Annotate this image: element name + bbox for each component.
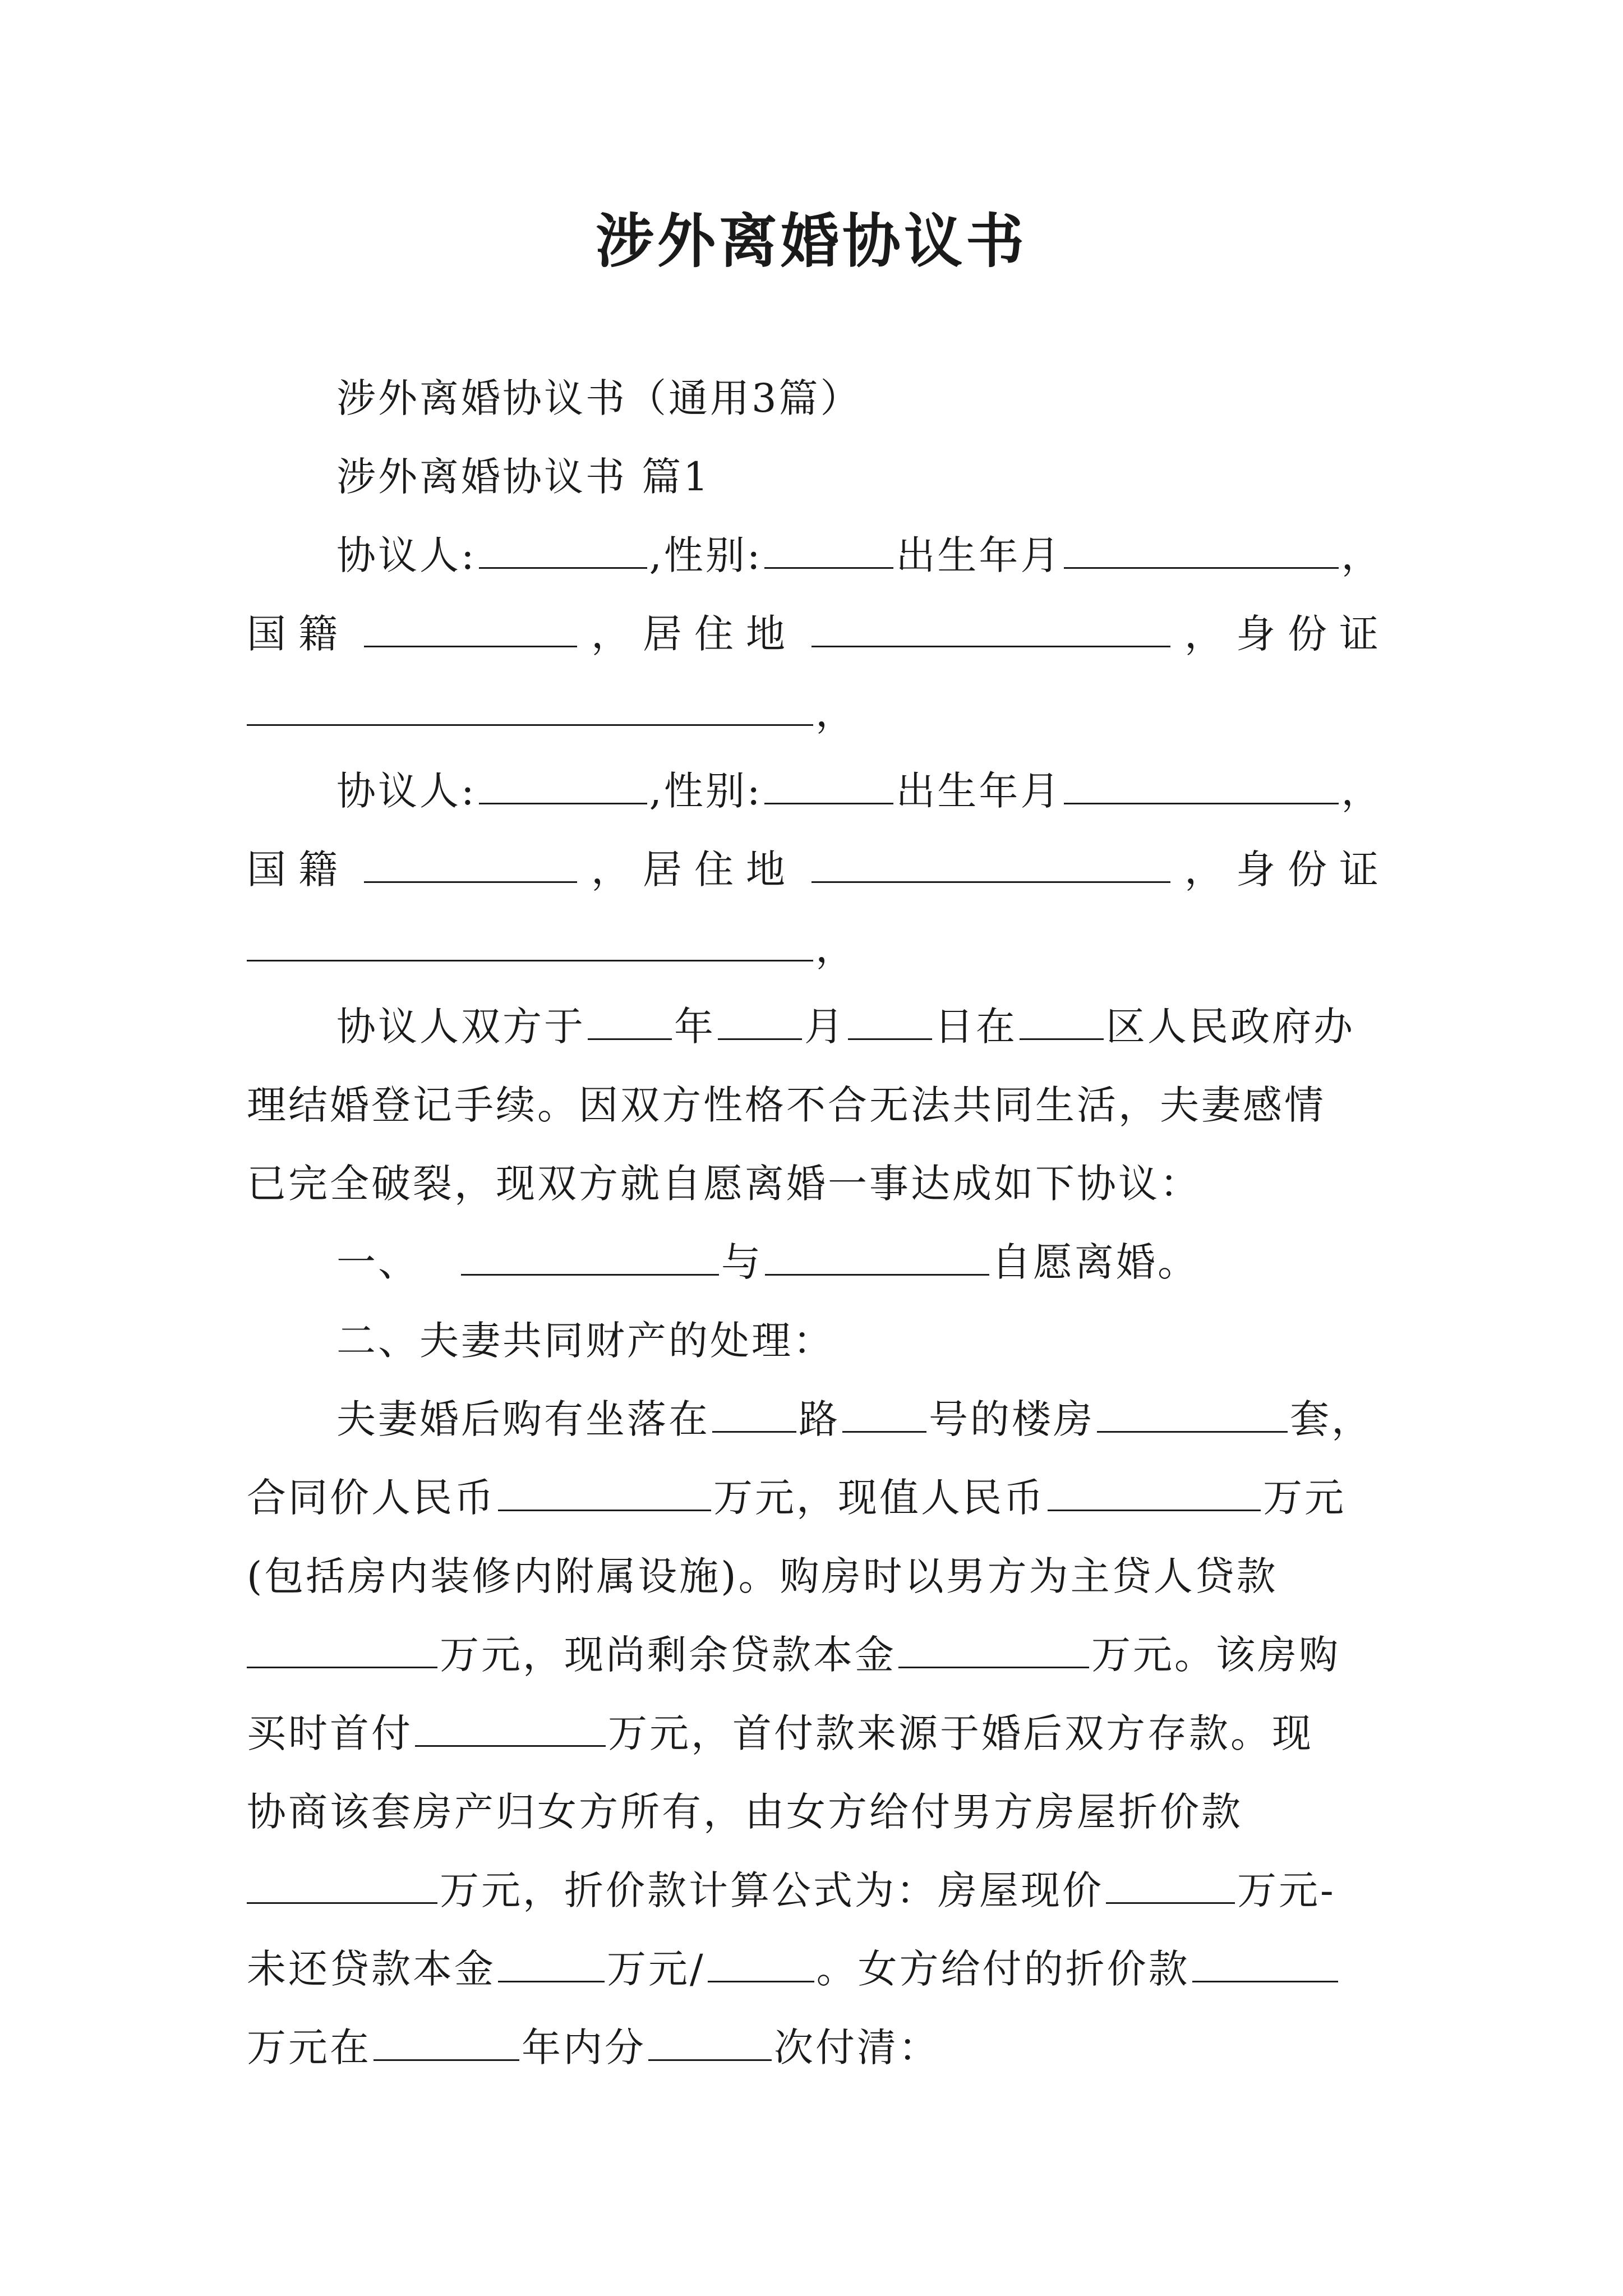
party2-name-blank: [479, 767, 647, 804]
marriage-day-blank: [848, 1003, 932, 1040]
property-l2-b: 万元，现值人民币: [713, 1475, 1045, 1521]
party1-residence-label: ，居住地: [591, 611, 797, 657]
property-l4-a: 万元，现尚剩余贷款本金: [440, 1632, 896, 1678]
intro-text-a: 协议人双方于: [336, 1004, 585, 1050]
property-l2-a: 合同价人民币: [247, 1475, 496, 1521]
property-line7: [247, 1862, 1391, 1918]
current-value-blank: [1048, 1474, 1261, 1511]
party2-line2: [247, 841, 1391, 898]
party2-gender-blank: [764, 767, 893, 804]
party2-id-label: ，身份证: [1184, 846, 1391, 892]
intro-line2: 理结婚登记手续。因双方性格不合无法共同生活，夫妻感情: [247, 1082, 1326, 1128]
property-line6: 协商该套房产归女方所有，由女方给付男方房屋折价款: [247, 1789, 1243, 1835]
property-l9-c: 次付清：: [774, 2024, 940, 2070]
property-text-d: 套，: [1290, 1396, 1373, 1442]
current-price-blank: [1106, 1867, 1235, 1904]
female-payment-blank: [1192, 1945, 1338, 1982]
unit-count-blank: [1097, 1396, 1288, 1433]
property-text-b: 路: [799, 1396, 840, 1442]
property-text-c: 号的楼房: [929, 1396, 1095, 1442]
intro-line1: [336, 999, 1391, 1055]
intro-line3: 已完全破裂，现双方就自愿离婚一事达成如下协议：: [247, 1161, 1201, 1207]
clause1-party2-blank: [765, 1239, 989, 1276]
party1-id-label: ，身份证: [1184, 611, 1391, 657]
party1-name-blank: [479, 532, 647, 569]
party2-residence-label: ，居住地: [591, 846, 797, 892]
clause1-number: 一、: [336, 1239, 419, 1285]
party2-line3-end: ，: [815, 925, 857, 971]
installments-blank: [648, 2024, 772, 2061]
party1-id-blank: [247, 689, 813, 726]
property-l5-b: 万元，首付款来源于婚后双方存款。现: [608, 1710, 1313, 1756]
years-blank: [374, 2024, 519, 2061]
party1-nationality-label: 国籍: [247, 611, 350, 657]
clause1-party1-blank: [461, 1239, 719, 1276]
contract-price-blank: [498, 1474, 711, 1511]
marriage-month-blank: [718, 1003, 802, 1040]
party1-residence-blank: [811, 610, 1170, 647]
party2-birth-blank: [1064, 767, 1339, 804]
property-l8-a: 未还贷款本金: [247, 1946, 496, 1992]
property-line9: [247, 2019, 1391, 2076]
party2-line3: [247, 920, 1391, 976]
property-line8: [247, 1941, 1391, 1997]
road-blank: [712, 1396, 796, 1433]
property-line2: [247, 1470, 1391, 1526]
party1-line1-end: ，: [1341, 532, 1383, 578]
loan-amount-blank: [247, 1631, 437, 1668]
property-line5: [247, 1705, 1391, 1761]
party2-line1-end: ，: [1341, 768, 1383, 814]
intro-text-d: 日在: [934, 1004, 1017, 1050]
compensation-blank: [247, 1867, 437, 1904]
clause2-heading: 二、夫妻共同财产的处理：: [336, 1318, 834, 1364]
property-line4: [247, 1627, 1391, 1683]
clause1-text: 自愿离婚。: [992, 1239, 1199, 1285]
party2-residence-blank: [811, 846, 1170, 883]
party2-line1: [336, 763, 1391, 819]
remaining-principal-blank: [898, 1631, 1089, 1668]
party1-nationality-blank: [364, 610, 577, 647]
property-l5-a: 买时首付: [247, 1710, 413, 1756]
marriage-district-blank: [1020, 1003, 1104, 1040]
intro-text-b: 年: [674, 1004, 716, 1050]
down-payment-blank: [415, 1710, 606, 1747]
document-subtitle: 涉外离婚协议书（通用3篇）: [336, 375, 862, 421]
party1-line2: [247, 606, 1391, 662]
party1-gender-blank: [764, 532, 893, 569]
party1-gender-label: ,性别:: [649, 532, 763, 578]
property-l7-a: 万元，折价款计算公式为：房屋现价: [440, 1867, 1104, 1913]
property-line1: [336, 1391, 1391, 1447]
party1-label: 协议人:: [336, 532, 477, 578]
party1-birth-blank: [1064, 532, 1339, 569]
party2-gender-label: ,性别:: [649, 768, 763, 814]
number-blank: [842, 1396, 926, 1433]
party1-line3: [247, 684, 1391, 740]
party1-birth-label: 出生年月: [896, 532, 1062, 578]
section-heading: 涉外离婚协议书 篇1: [336, 454, 711, 500]
property-l7-b: 万元-: [1237, 1867, 1336, 1913]
property-l9-a: 万元在: [247, 2024, 371, 2070]
property-line3: (包括房内装修内附属设施)。购房时以男方为主贷人贷款: [247, 1553, 1278, 1599]
property-l8-b: 万元/: [607, 1946, 706, 1992]
party2-label: 协议人:: [336, 768, 477, 814]
party2-birth-label: 出生年月: [896, 768, 1062, 814]
property-l4-b: 万元。该房购: [1091, 1632, 1340, 1678]
clause1: [336, 1234, 1391, 1290]
party1-line3-end: ，: [815, 689, 857, 735]
intro-text-e: 区人民政府办: [1106, 1004, 1355, 1050]
intro-text-c: 月: [804, 1004, 846, 1050]
clause1-with: 与: [721, 1239, 763, 1285]
marriage-year-blank: [588, 1003, 672, 1040]
divisor-blank: [708, 1945, 814, 1982]
property-l2-c: 万元: [1263, 1475, 1346, 1521]
document-title: 涉外离婚协议书: [595, 206, 1027, 275]
property-l9-b: 年内分: [522, 2024, 646, 2070]
party2-id-blank: [247, 924, 813, 961]
property-l8-c: 。女方给付的折价款: [816, 1946, 1190, 1992]
party2-nationality-blank: [364, 846, 577, 883]
party1-line1: [336, 527, 1391, 583]
property-text-a: 夫妻婚后购有坐落在: [336, 1396, 710, 1442]
unpaid-principal-blank: [498, 1945, 605, 1982]
party2-nationality-label: 国籍: [247, 846, 350, 892]
